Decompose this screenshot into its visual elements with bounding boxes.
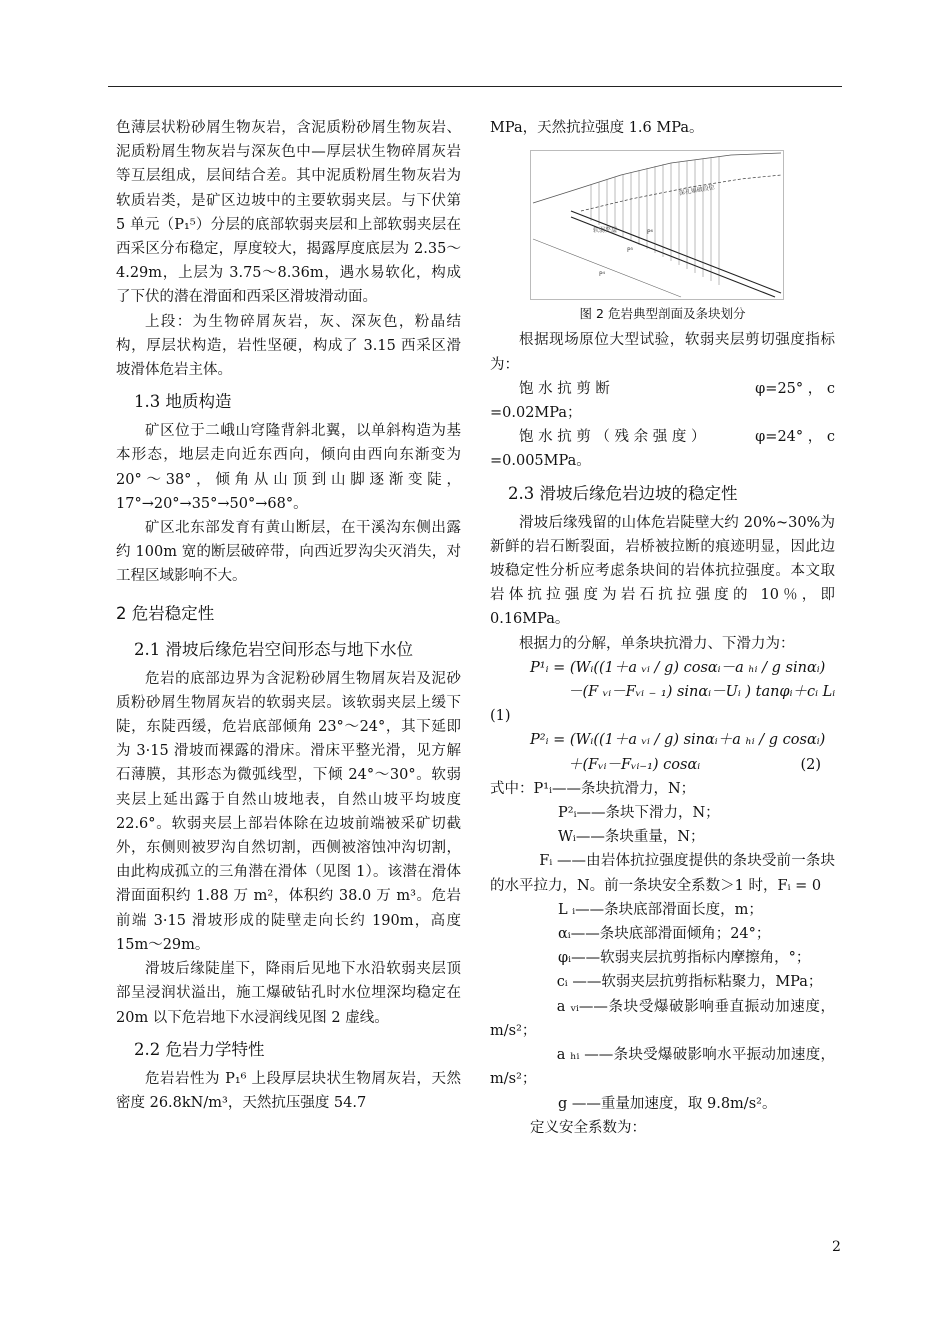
label-soft-layer: 软弱夹层: [593, 227, 618, 235]
definition-W: Wᵢ——条块重量，N；: [558, 829, 705, 846]
section-heading-2-1: 2.1 滑坡后缘危岩空间形态与地下水位: [134, 639, 413, 659]
paragraph: 矿区位于二峨山穹隆背斜北翼，以单斜构造为基本形态，地层走向近东西向，倾向由西向东渐变为 20°～38°，倾角从山顶到山脚逐渐变陡，17°→20°→35°→50°→68°。: [116, 423, 461, 512]
header-rule: [108, 86, 842, 87]
strength-line-1-cont: =0.02MPa；: [490, 405, 582, 422]
paragraph: 危岩岩性为 P₁⁶ 上段厚层块状生物屑灰岩，天然密度 26.8kN/m³，天然抗压强度 54.7: [116, 1070, 461, 1111]
label-blast-zone: 深孔爆破段位: [678, 184, 716, 198]
definition-phi: φᵢ——软弱夹层抗剪指标内摩擦角，°；: [558, 950, 811, 967]
equation-1-line-2: －(F ᵥᵢ－Fᵥᵢ ₋ ₁) sinαᵢ－Uᵢ ) tanφᵢ＋cᵢ Lᵢ: [568, 684, 836, 701]
paragraph: MPa，天然抗拉强度 1.6 MPa。: [490, 120, 704, 136]
slope-surface-line: [533, 153, 781, 203]
section-heading-2-2: 2.2 危岩力学特性: [134, 1039, 265, 1059]
paragraph: 根据现场原位大型试验，软弱夹层剪切强度指标为：: [490, 332, 835, 373]
equation-1-number: (1): [490, 708, 511, 725]
left-column: [116, 116, 461, 1115]
cross-section-drawing: [531, 151, 783, 299]
paragraph: 矿区北东部发育有黄山断层，在干溪沟东侧出露约 100m 宽的断层破碎带，向西近罗沟尖灭消失，对工程区域影响不大。: [116, 520, 461, 585]
figure-2-cross-section: [530, 150, 784, 300]
figure-caption: 图 2 危岩典型剖面及条块划分: [579, 306, 746, 322]
label-p5: P⁵: [627, 247, 634, 255]
strata-line: [533, 239, 681, 297]
definition-c: cᵢ ——软弱夹层抗剪指标粘聚力，MPa；: [556, 974, 823, 991]
safety-factor-intro: 定义安全系数为：: [530, 1119, 646, 1136]
paragraph: 危岩的底部边界为含泥粉砂屑生物屑灰岩及泥砂质粉砂屑生物屑灰岩的软弱夹层。该软弱夹层上缓下陡，东陡西缓，危岩底部倾角 23°～24°，其下延即为 3·15 滑坡而裸露的滑床。滑床平整光滑，见方解石薄膜，其形态为微弧线型，下倾 24°～30°。软弱夹层上延出露于自然山坡地表，自然山坡平均坡度 22.6°。软弱夹层上部岩体除在边坡前端被采矿切截外，东侧则被罗沟自然切割，西侧被溶蚀冲沟切割，由此构成孤立的三角潜在滑体（见图 1）。该潜在滑体滑面面积约 1.88 万 m²，体积约 38.0 万 m³。危岩前端 3·15 滑坡形成的陡壁走向长约 190m，高度 15m～29m。: [116, 670, 461, 953]
strength-line-2: 饱 水 抗 剪 （ 残 余 强 度 ） φ=24° ， c: [519, 429, 835, 446]
definition-ah: a ₕᵢ ——条块受爆破影响水平振动加速度，m/s²；: [490, 1047, 835, 1088]
section-heading-2-3: 2.3 滑坡后缘危岩边坡的稳定性: [508, 483, 738, 503]
equation-2-line-2: ＋(Fᵥᵢ－Fᵥᵢ₋₁) cosαᵢ (2): [568, 756, 821, 773]
paragraph: 滑坡后缘残留的山体危岩陡壁大约 20%~30%为新鲜的岩石断裂面，岩桥被拉断的痕迹明显，因此边坡稳定性分析应考虑条块间的岩体抗拉强度。本文取岩体抗拉强度为岩石抗拉强度的 10％，即 0.16MPa。: [490, 514, 835, 628]
label-p6: P⁶: [647, 229, 654, 237]
definition-av: a ᵥᵢ——条块受爆破影响垂直振动加速度，m/s²；: [490, 998, 835, 1039]
paragraph: 色薄层状粉砂屑生物灰岩，含泥质粉砂屑生物灰岩、泥质粉屑生物灰岩与深灰色中—厚层状生物碎屑灰岩等互层组成，层间结合差。其中泥质粉屑生物灰岩为软质岩类，是矿区边坡中的主要软弱夹层。与下伏第 5 单元（P₁⁵）分层的底部软弱夹层和上部软弱夹层在西采区分布稳定，厚度较大，揭露厚度底层为 2.35～4.29m，上层为 3.75～8.36m，遇水易软化，构成了下伏的潜在滑面和西采区滑坡滑动面。: [116, 120, 461, 306]
definition-L: L ᵢ——条块底部滑面长度，m；: [558, 901, 763, 918]
equation-2-line-1: P²ᵢ = (Wᵢ((1＋a ᵥᵢ / g) sinαᵢ＋a ₕᵢ / g cosαᵢ): [530, 732, 826, 749]
definition-P2: P²ᵢ——条块下滑力，N；: [558, 805, 720, 822]
definition-F: Fᵢ ——由岩体抗拉强度提供的条块受前一条块的水平拉力，N。前一条块安全系数＞1 时，Fᵢ = 0: [490, 853, 835, 894]
paragraph: 上段：为生物碎屑灰岩，灰、深灰色，粉晶结构，厚层状构造，岩性坚硬，构成了 3.15 西采区滑坡滑体危岩主体。: [116, 313, 461, 379]
paragraph: 根据力的分解，单条块抗滑力、下滑力为：: [519, 635, 795, 652]
strength-line-1: 饱 水 抗 剪 断 φ=25° ， c: [519, 380, 835, 397]
strength-line-2-cont: =0.005MPa。: [490, 453, 591, 470]
paragraph: 滑坡后缘陡崖下，降雨后见地下水沿软弱夹层顶部呈浸润状溢出，施工爆破钻孔时水位埋深均稳定在 20m 以下危岩地下水浸润线见图 2 虚线。: [116, 961, 461, 1026]
definition-g: g ——重量加速度，取 9.8m/s²。: [558, 1095, 777, 1112]
right-column: [490, 116, 835, 1140]
section-heading-1-3: 1.3 地质构造: [134, 392, 232, 412]
definition-P1: 式中：P¹ᵢ——条块抗滑力，N；: [490, 780, 696, 797]
equation-1-line-1: P¹ᵢ = (Wᵢ((1＋a ᵥᵢ / g) cosαᵢ－a ₕᵢ / g sinαᵢ): [530, 659, 826, 676]
section-heading-2: 2 危岩稳定性: [116, 603, 215, 623]
definition-alpha: αᵢ——条块底部滑面倾角；24°；: [558, 926, 771, 943]
label-p4: P⁴: [599, 271, 606, 279]
page-number: 2: [832, 1239, 841, 1255]
